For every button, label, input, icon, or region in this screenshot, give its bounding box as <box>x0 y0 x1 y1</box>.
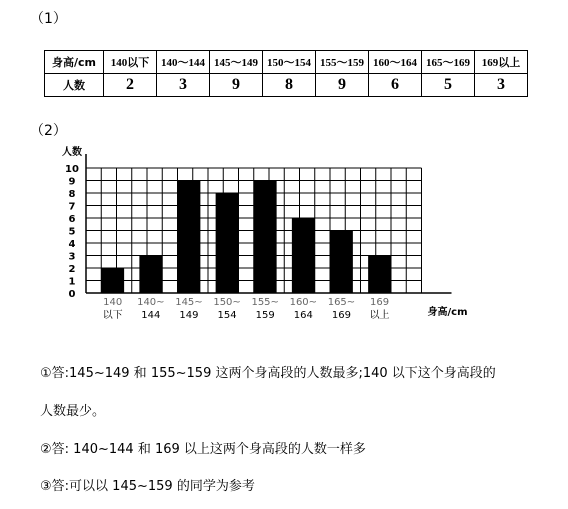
y-tick-label: 1 <box>68 276 76 288</box>
part-1-label: （1） <box>30 11 67 27</box>
x-tick-label: 169 <box>370 297 390 308</box>
x-axis-label: 身高/cm <box>427 307 468 318</box>
y-tick-label: 10 <box>65 164 79 175</box>
y-tick-label: 2 <box>68 264 76 275</box>
bar <box>330 231 353 294</box>
x-tick-label: 140~ <box>137 297 165 308</box>
answer-3: ③答:可以以 145~159 的同学为参考 <box>40 479 255 494</box>
table-range-cell: 165～169 <box>422 51 475 74</box>
table-count-cell: 3 <box>475 74 528 97</box>
bar <box>101 268 124 293</box>
table-range-cell: 160～164 <box>369 51 422 74</box>
table-header-label: 身高/cm <box>45 51 104 74</box>
table-range-cell: 140～144 <box>157 51 210 74</box>
bar-chart <box>30 138 468 338</box>
bar <box>216 193 239 293</box>
table-count-row <box>45 74 528 97</box>
table-range-cell: 169以上 <box>475 51 528 74</box>
frequency-table <box>44 50 528 97</box>
x-tick-label: 169 <box>331 310 351 321</box>
x-tick-label: 160~ <box>289 297 318 308</box>
table-count-cell: 9 <box>316 74 369 97</box>
table-range-cell: 145～149 <box>210 51 263 74</box>
bar <box>254 181 277 294</box>
x-tick-label: 以上 <box>369 310 390 321</box>
y-tick-label: 5 <box>68 226 76 238</box>
y-tick-label: 9 <box>68 176 76 188</box>
y-tick-label: 7 <box>68 201 76 213</box>
table-count-label: 人数 <box>45 74 104 97</box>
bar <box>292 218 315 293</box>
bar <box>178 181 201 294</box>
table-range-cell: 140以下 <box>104 51 157 74</box>
x-tick-label: 150~ <box>213 297 241 308</box>
x-tick-label: 144 <box>141 310 161 321</box>
table-count-cell: 2 <box>104 74 157 97</box>
y-tick-label: 0 <box>68 289 76 300</box>
y-tick-label: 8 <box>68 189 76 200</box>
x-tick-label: 145~ <box>175 297 203 308</box>
x-tick-label: 164 <box>293 310 313 321</box>
table-range-cell: 155～159 <box>316 51 369 74</box>
bar <box>368 256 391 294</box>
table-count-cell: 5 <box>422 74 475 97</box>
part-2-label: （2） <box>30 123 67 139</box>
x-tick-label: 155~ <box>251 297 279 308</box>
table-count-cell: 6 <box>369 74 422 97</box>
x-tick-label: 140 <box>103 297 123 308</box>
answer-2: ②答: 140~144 和 169 以上这两个身高段的人数一样多 <box>40 442 366 457</box>
x-tick-label: 149 <box>179 310 199 321</box>
y-tick-label: 6 <box>68 214 76 225</box>
table-count-cell: 3 <box>157 74 210 97</box>
table-header-row <box>45 51 528 74</box>
table-count-cell: 9 <box>210 74 263 97</box>
bar <box>139 256 162 294</box>
table-range-cell: 150～154 <box>263 51 316 74</box>
x-tick-label: 159 <box>255 310 275 321</box>
y-tick-label: 4 <box>68 239 76 250</box>
x-tick-label: 165~ <box>327 297 356 308</box>
y-tick-label: 3 <box>68 251 76 263</box>
y-axis-label: 人数 <box>62 147 82 158</box>
answer-1-line-1: ①答:145~149 和 155~159 这两个身高段的人数最多;140 以下这个身高段的 <box>40 366 496 381</box>
table-count-cell: 8 <box>263 74 316 97</box>
answer-1-line-2: 人数最少。 <box>40 404 106 419</box>
x-tick-label: 154 <box>217 310 237 321</box>
x-tick-label: 以下 <box>102 310 123 321</box>
